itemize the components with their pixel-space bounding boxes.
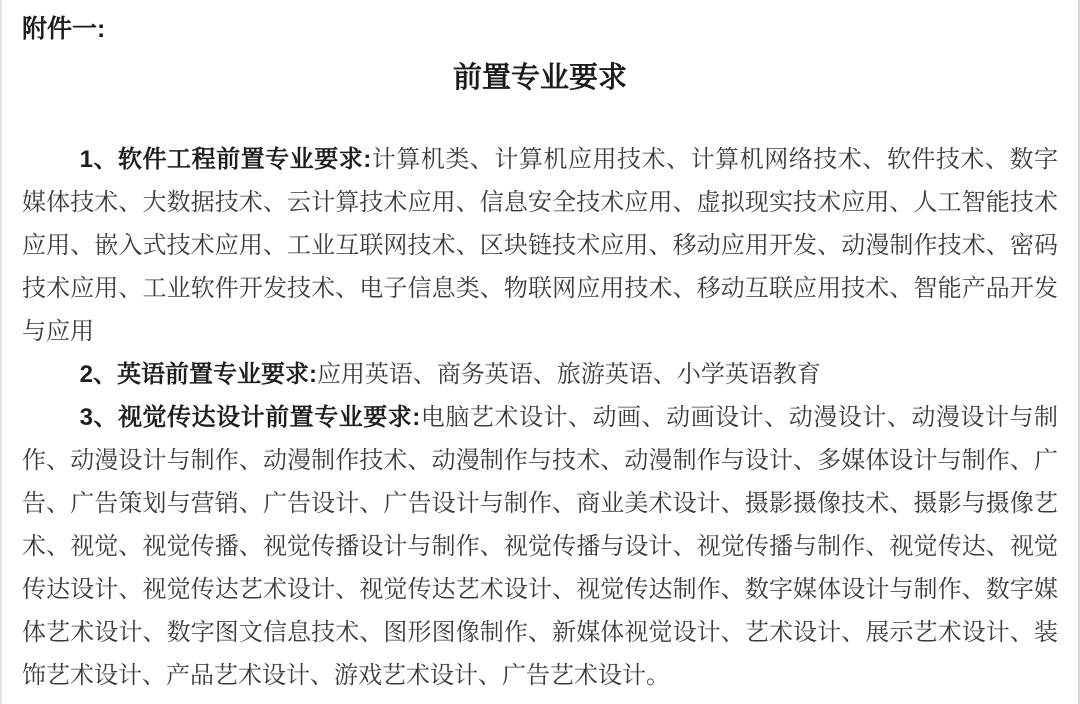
paragraph-english: [22, 353, 1058, 396]
paragraph-english-body: 应用英语、商务英语、旅游英语、小学英语教育: [316, 361, 821, 388]
paragraph-english-lead: 2、英语前置专业要求:: [79, 361, 317, 388]
paragraph-software-engineering-lead: 1、软件工程前置专业要求:: [79, 146, 372, 173]
paragraph-software-engineering-body: 计算机类、计算机应用技术、计算机网络技术、软件技术、数字媒体技术、大数据技术、云计算技术应用、信息安全技术应用、虚拟现实技术应用、人工智能技术应用、嵌入式技术应用、工业互联网技术、区块链技术应用、移动应用开发、动漫制作技术、密码技术应用、工业软件开发技术、电子信息类、物联网应用技术、移动互联应用技术、智能产品开发与应用: [22, 146, 1059, 345]
document-body: [22, 138, 1058, 697]
paragraph-visual-design: [22, 396, 1058, 697]
paragraph-visual-design-lead: 3、视觉传达设计前置专业要求:: [79, 404, 421, 431]
paragraph-software-engineering: [22, 138, 1058, 353]
page-title: 前置专业要求: [452, 62, 627, 94]
document-page: [2, 0, 1078, 704]
paragraph-visual-design-body: 电脑艺术设计、动画、动画设计、动漫设计、动漫设计与制作、动漫设计与制作、动漫制作技术、动漫制作与技术、动漫制作与设计、多媒体设计与制作、广告、广告策划与营销、广告设计、广告设计与制作、商业美术设计、摄影摄像技术、摄影与摄像艺术、视觉、视觉传播、视觉传播设计与制作、视觉传播与设计、视觉传播与制作、视觉传达、视觉传达设计、视觉传达艺术设计、视觉传达艺术设计、视觉传达制作、数字媒体设计与制作、数字媒体艺术设计、数字图文信息技术、图形图像制作、新媒体视觉设计、艺术设计、展示艺术设计、装饰艺术设计、产品艺术设计、游戏艺术设计、广告艺术设计。: [22, 404, 1059, 689]
attachment-label: 附件一:: [22, 15, 106, 43]
